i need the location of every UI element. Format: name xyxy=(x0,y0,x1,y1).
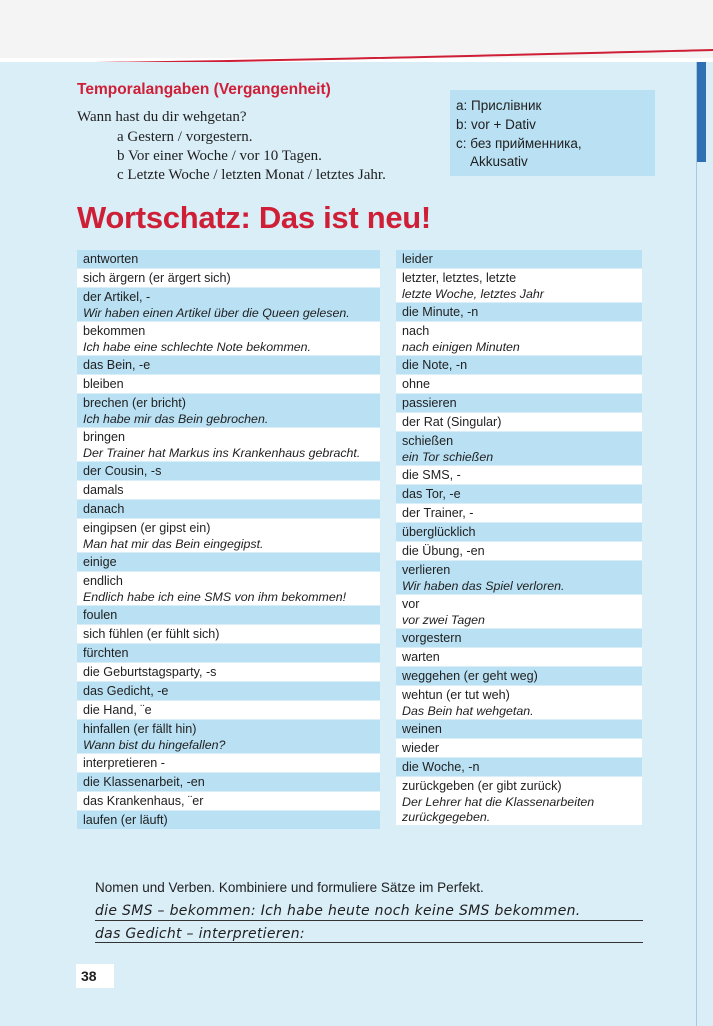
vocab-entry xyxy=(396,561,642,594)
hint-line: a: Прислівник xyxy=(456,98,542,113)
vocab-example: Endlich habe ich eine SMS von ihm bekommen! xyxy=(83,590,347,604)
vocab-example: Ich habe eine schlechte Note bekommen. xyxy=(83,340,311,354)
vocab-word: brechen (er bricht) xyxy=(83,396,186,410)
vocab-word: laufen (er läuft) xyxy=(83,813,168,827)
vocab-entry xyxy=(77,269,380,287)
vocab-example: Das Bein hat wehgetan. xyxy=(402,704,534,718)
vocab-word: bringen xyxy=(83,430,126,444)
vocab-entry xyxy=(77,500,380,518)
vocab-word: die Geburtstagsparty, -s xyxy=(83,665,217,679)
vocab-word: die Minute, -n xyxy=(402,305,479,319)
vocab-word: letzter, letztes, letzte xyxy=(402,271,517,285)
page-number: 38 xyxy=(81,968,97,984)
vocab-entry xyxy=(77,606,380,624)
hint-line: Akkusativ xyxy=(470,154,528,169)
handwritten-answer: die SMS – bekommen: Ich habe heute noch keine SMS bekommen. xyxy=(95,903,581,919)
vocab-word: die Klassenarbeit, -en xyxy=(83,775,205,789)
vocab-word: der Rat (Singular) xyxy=(402,415,502,429)
vocab-entry xyxy=(396,629,642,647)
vocab-word: überglücklich xyxy=(402,525,476,539)
vocab-entry xyxy=(396,356,642,374)
vocab-word: passieren xyxy=(402,396,457,410)
vocab-word: die Übung, -en xyxy=(402,544,485,558)
section-title: Temporalangaben (Vergangenheit) xyxy=(77,81,331,98)
answer-line: a Gestern / vorgestern. xyxy=(117,129,253,145)
vocab-entry xyxy=(77,553,380,571)
vocab-example: zurückgegeben. xyxy=(402,810,491,824)
vocab-entry xyxy=(77,663,380,681)
vocab-word: foulen xyxy=(83,608,118,622)
vocab-entry xyxy=(77,428,380,461)
vocab-word: der Artikel, - xyxy=(83,290,151,304)
vocab-word: die Note, -n xyxy=(402,358,468,372)
vocab-column-right xyxy=(396,250,642,826)
vocab-entry xyxy=(396,739,642,757)
hint-line: c: без прийменника, xyxy=(456,136,582,151)
vocab-word: danach xyxy=(83,502,125,516)
vocab-example: Wir haben das Spiel verloren. xyxy=(402,579,565,593)
vocab-word: warten xyxy=(402,650,440,664)
vocab-word: das Gedicht, -e xyxy=(83,684,169,698)
vocab-entry xyxy=(396,394,642,412)
vocab-example: Man hat mir das Bein eingegipst. xyxy=(83,537,264,551)
vocab-example: Wann bist du hingefallen? xyxy=(83,738,226,752)
writing-line xyxy=(95,920,643,921)
vocab-entry xyxy=(396,303,642,321)
vocab-entry xyxy=(396,413,642,431)
vocab-entry xyxy=(396,485,642,503)
handwritten-answer: das Gedicht – interpretieren: xyxy=(95,926,305,942)
vocab-word: endlich xyxy=(83,574,123,588)
vocab-entry xyxy=(77,754,380,772)
vocab-entry xyxy=(396,250,642,268)
vocab-column-left xyxy=(77,250,380,830)
vocab-example: letzte Woche, letztes Jahr xyxy=(402,287,544,301)
vocab-word: das Tor, -e xyxy=(402,487,461,501)
vocab-entry xyxy=(77,792,380,810)
vocab-example: nach einigen Minuten xyxy=(402,340,520,354)
vocab-entry xyxy=(396,375,642,393)
vocab-entry xyxy=(77,682,380,700)
vocab-entry xyxy=(396,667,642,685)
vocab-entry xyxy=(396,322,642,355)
vocab-word: ohne xyxy=(402,377,431,391)
vocab-entry xyxy=(77,481,380,499)
vocab-word: das Krankenhaus, ¨er xyxy=(83,794,204,808)
vocab-word: sich fühlen (er fühlt sich) xyxy=(83,627,220,641)
vocab-word: der Cousin, -s xyxy=(83,464,162,478)
vocab-word: einige xyxy=(83,555,117,569)
vocab-entry xyxy=(396,504,642,522)
vocabulary-title: Wortschatz: Das ist neu! xyxy=(77,200,431,235)
vocab-example: Ich habe mir das Bein gebrochen. xyxy=(83,412,269,426)
vocab-example: Wir haben einen Artikel über die Queen gelesen. xyxy=(83,306,350,320)
vocab-entry xyxy=(77,288,380,321)
vocab-word: vorgestern xyxy=(402,631,462,645)
vocab-entry xyxy=(77,462,380,480)
vocab-word: die SMS, - xyxy=(402,468,461,482)
vocab-word: der Trainer, - xyxy=(402,506,474,520)
vocab-word: nach xyxy=(402,324,430,338)
vocab-word: leider xyxy=(402,252,433,266)
vocab-entry xyxy=(77,519,380,552)
vocab-word: weggehen (er geht weg) xyxy=(402,669,538,683)
vocab-entry xyxy=(77,394,380,427)
answer-line: b Vor einer Woche / vor 10 Tagen. xyxy=(117,148,322,164)
vocab-entry xyxy=(77,356,380,374)
vocab-entry xyxy=(396,523,642,541)
vocab-example: Der Trainer hat Markus ins Krankenhaus gebracht. xyxy=(83,446,361,460)
vocab-word: antworten xyxy=(83,252,139,266)
vocab-word: wieder xyxy=(402,741,440,755)
hint-line: b: vor + Dativ xyxy=(456,117,536,132)
writing-line xyxy=(95,942,643,943)
vocab-word: verlieren xyxy=(402,563,451,577)
vocab-entry xyxy=(77,701,380,719)
vocab-example: vor zwei Tagen xyxy=(402,613,485,627)
answer-line: c Letzte Woche / letzten Monat / letztes Jahr. xyxy=(117,167,386,183)
vocab-entry xyxy=(77,375,380,393)
vocab-entry xyxy=(77,572,380,605)
vocab-word: die Hand, ¨e xyxy=(83,703,152,717)
vocab-word: sich ärgern (er ärgert sich) xyxy=(83,271,231,285)
page-edge-line xyxy=(696,62,697,1026)
vocab-entry xyxy=(396,758,642,776)
question: Wann hast du dir wehgetan? xyxy=(77,109,247,125)
vocab-word: schießen xyxy=(402,434,454,448)
vocab-word: wehtun (er tut weh) xyxy=(402,688,510,702)
vocab-word: damals xyxy=(83,483,124,497)
vocab-example: Der Lehrer hat die Klassenarbeiten xyxy=(402,795,595,809)
vocab-word: vor xyxy=(402,597,420,611)
exercise-instruction: Nomen und Verben. Kombiniere und formuliere Sätze im Perfekt. xyxy=(95,880,484,895)
vocab-word: weinen xyxy=(402,722,442,736)
vocab-word: die Woche, -n xyxy=(402,760,480,774)
vocab-word: das Bein, -e xyxy=(83,358,151,372)
vocab-entry xyxy=(77,644,380,662)
vocab-entry xyxy=(77,625,380,643)
vocab-entry xyxy=(396,648,642,666)
vocab-entry xyxy=(77,811,380,829)
vocab-word: bekommen xyxy=(83,324,146,338)
vocab-entry xyxy=(396,542,642,560)
vocab-entry xyxy=(396,466,642,484)
vocab-entry xyxy=(396,269,642,302)
vocab-example: ein Tor schießen xyxy=(402,450,494,464)
vocab-word: eingipsen (er gipst ein) xyxy=(83,521,211,535)
vocab-word: fürchten xyxy=(83,646,129,660)
vocab-entry xyxy=(77,720,380,753)
chapter-tab-marker xyxy=(697,62,706,162)
vocab-entry xyxy=(396,595,642,628)
vocab-entry xyxy=(77,250,380,268)
vocab-entry xyxy=(396,777,642,825)
vocab-word: zurückgeben (er gibt zurück) xyxy=(402,779,562,793)
vocab-entry xyxy=(396,686,642,719)
vocab-word: hinfallen (er fällt hin) xyxy=(83,722,197,736)
vocab-word: bleiben xyxy=(83,377,124,391)
vocab-word: interpretieren - xyxy=(83,756,165,770)
vocab-entry xyxy=(77,322,380,355)
vocab-entry xyxy=(77,773,380,791)
vocab-entry xyxy=(396,720,642,738)
vocab-entry xyxy=(396,432,642,465)
